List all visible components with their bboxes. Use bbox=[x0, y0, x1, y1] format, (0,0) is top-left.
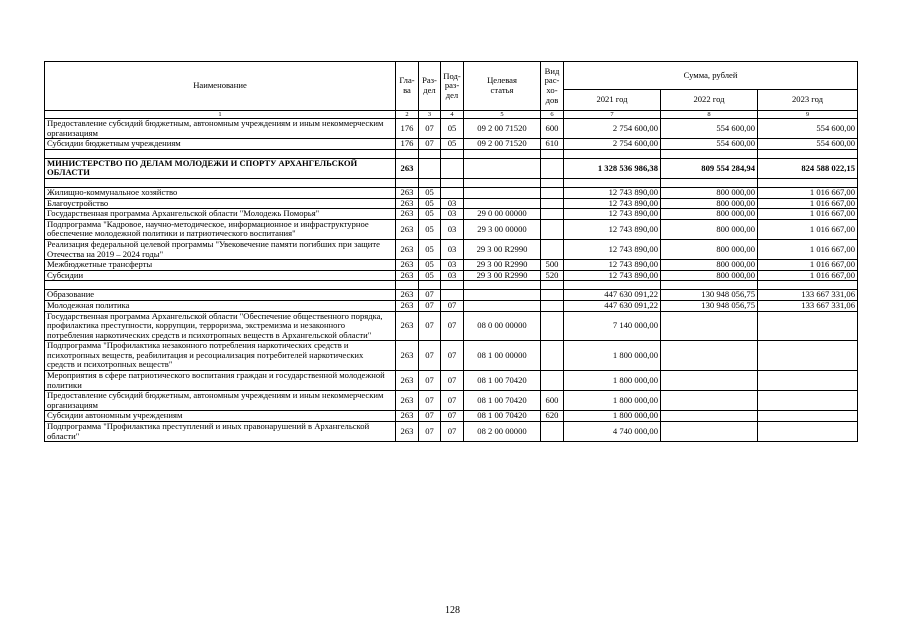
table-row bbox=[45, 391, 858, 411]
row-vid bbox=[541, 311, 564, 341]
row-target: 08 1 00 00000 bbox=[464, 341, 541, 371]
blank-cell bbox=[396, 178, 419, 187]
page-number: 128 bbox=[445, 605, 460, 616]
row-podrazdel: 03 bbox=[441, 209, 464, 220]
row-razdel: 07 bbox=[419, 371, 441, 391]
table-row bbox=[45, 260, 858, 271]
row-name: Субсидии bbox=[45, 270, 396, 281]
blank-cell bbox=[541, 178, 564, 187]
blank-cell bbox=[464, 281, 541, 290]
blank-cell bbox=[45, 149, 396, 158]
blank-cell bbox=[419, 149, 441, 158]
column-number: 9 bbox=[758, 111, 858, 119]
row-glava: 263 bbox=[396, 422, 419, 442]
row-podrazdel: 03 bbox=[441, 239, 464, 259]
header-glava: Гла- ва bbox=[396, 62, 419, 111]
row-glava: 176 bbox=[396, 139, 419, 150]
row-sum-2023: 1 016 667,00 bbox=[758, 260, 858, 271]
row-podrazdel: 05 bbox=[441, 119, 464, 139]
row-sum-2021: 447 630 091,22 bbox=[564, 290, 661, 301]
table-row bbox=[45, 239, 858, 259]
row-glava: 263 bbox=[396, 187, 419, 198]
row-name: Подпрограмма "Кадровое, научно-методическое, информационное и инфраструктурное обеспечение молодежной политики и патриотического воспитания" bbox=[45, 219, 396, 239]
row-target: 08 1 00 70420 bbox=[464, 371, 541, 391]
row-vid bbox=[541, 187, 564, 198]
header-2023: 2023 год bbox=[758, 90, 858, 111]
row-podrazdel: 07 bbox=[441, 391, 464, 411]
row-glava: 263 bbox=[396, 300, 419, 311]
row-glava: 176 bbox=[396, 119, 419, 139]
row-sum-2023: 824 588 022,15 bbox=[758, 158, 858, 178]
row-podrazdel: 07 bbox=[441, 311, 464, 341]
column-number: 4 bbox=[441, 111, 464, 119]
row-sum-2022 bbox=[661, 341, 758, 371]
row-podrazdel: 07 bbox=[441, 411, 464, 422]
row-target: 29 3 00 R2990 bbox=[464, 239, 541, 259]
row-sum-2022: 800 000,00 bbox=[661, 187, 758, 198]
row-razdel: 07 bbox=[419, 300, 441, 311]
row-target: 08 1 00 70420 bbox=[464, 411, 541, 422]
row-sum-2023 bbox=[758, 311, 858, 341]
row-sum-2023: 554 600,00 bbox=[758, 119, 858, 139]
row-podrazdel bbox=[441, 158, 464, 178]
header-2022: 2022 год bbox=[661, 90, 758, 111]
row-podrazdel: 03 bbox=[441, 260, 464, 271]
row-name: Благоустройство bbox=[45, 198, 396, 209]
row-razdel: 07 bbox=[419, 311, 441, 341]
row-vid: 600 bbox=[541, 119, 564, 139]
row-razdel: 07 bbox=[419, 422, 441, 442]
row-sum-2021: 1 800 000,00 bbox=[564, 391, 661, 411]
blank-cell bbox=[661, 178, 758, 187]
table-row bbox=[45, 311, 858, 341]
row-target: 08 2 00 00000 bbox=[464, 422, 541, 442]
table-body bbox=[45, 111, 858, 442]
row-name: Подпрограмма "Профилактика незаконного потребления наркотических средств и психотропных веществ, реабилитация и ресоциализация потребителей наркотических средств и психотропных веществ" bbox=[45, 341, 396, 371]
row-sum-2022: 809 554 284,94 bbox=[661, 158, 758, 178]
row-sum-2023: 133 667 331,06 bbox=[758, 290, 858, 301]
table-row bbox=[45, 139, 858, 150]
row-glava: 263 bbox=[396, 411, 419, 422]
header-target: Целевая статья bbox=[464, 62, 541, 111]
row-glava: 263 bbox=[396, 219, 419, 239]
column-number: 1 bbox=[45, 111, 396, 119]
row-glava: 263 bbox=[396, 260, 419, 271]
blank-cell bbox=[464, 178, 541, 187]
row-vid bbox=[541, 209, 564, 220]
blank-cell bbox=[419, 178, 441, 187]
row-vid: 520 bbox=[541, 270, 564, 281]
row-vid bbox=[541, 219, 564, 239]
row-sum-2021: 12 743 890,00 bbox=[564, 260, 661, 271]
header-name: Наименование bbox=[45, 62, 396, 111]
row-sum-2022: 800 000,00 bbox=[661, 209, 758, 220]
blank-cell bbox=[758, 281, 858, 290]
row-razdel: 05 bbox=[419, 187, 441, 198]
row-vid: 610 bbox=[541, 139, 564, 150]
row-name: Мероприятия в сфере патриотического воспитания граждан и государственной молодежной политики bbox=[45, 371, 396, 391]
row-sum-2023: 554 600,00 bbox=[758, 139, 858, 150]
row-vid: 500 bbox=[541, 260, 564, 271]
row-sum-2021: 12 743 890,00 bbox=[564, 198, 661, 209]
row-sum-2021: 4 740 000,00 bbox=[564, 422, 661, 442]
row-name: Подпрограмма "Профилактика преступлений и иных правонарушений в Архангельской области" bbox=[45, 422, 396, 442]
row-vid bbox=[541, 422, 564, 442]
row-glava: 263 bbox=[396, 158, 419, 178]
row-sum-2022 bbox=[661, 391, 758, 411]
row-podrazdel bbox=[441, 290, 464, 301]
table-row bbox=[45, 341, 858, 371]
row-podrazdel: 07 bbox=[441, 341, 464, 371]
row-target: 29 3 00 R2990 bbox=[464, 270, 541, 281]
row-name: Субсидии автономным учреждениям bbox=[45, 411, 396, 422]
row-sum-2023 bbox=[758, 371, 858, 391]
row-vid bbox=[541, 290, 564, 301]
row-target: 09 2 00 71520 bbox=[464, 119, 541, 139]
table-row bbox=[45, 290, 858, 301]
row-name: Реализация федеральной целевой программы "Увековечение памяти погибших при защите Отечества на 2019 – 2024 годы" bbox=[45, 239, 396, 259]
row-razdel: 07 bbox=[419, 290, 441, 301]
row-podrazdel: 07 bbox=[441, 300, 464, 311]
row-target bbox=[464, 300, 541, 311]
row-target bbox=[464, 198, 541, 209]
row-sum-2021: 2 754 600,00 bbox=[564, 119, 661, 139]
row-vid bbox=[541, 239, 564, 259]
row-podrazdel: 07 bbox=[441, 371, 464, 391]
row-glava: 263 bbox=[396, 311, 419, 341]
blank-cell bbox=[45, 178, 396, 187]
row-sum-2021: 12 743 890,00 bbox=[564, 270, 661, 281]
row-sum-2023 bbox=[758, 391, 858, 411]
header-2021: 2021 год bbox=[564, 90, 661, 111]
row-vid: 600 bbox=[541, 391, 564, 411]
row-name: Государственная программа Архангельской области "Молодежь Поморья" bbox=[45, 209, 396, 220]
row-glava: 263 bbox=[396, 341, 419, 371]
row-name: Предоставление субсидий бюджетным, автономным учреждениям и иным некоммерческим организациям bbox=[45, 391, 396, 411]
row-vid: 620 bbox=[541, 411, 564, 422]
row-podrazdel: 05 bbox=[441, 139, 464, 150]
row-sum-2022: 130 948 056,75 bbox=[661, 300, 758, 311]
blank-cell bbox=[419, 281, 441, 290]
row-name: Образование bbox=[45, 290, 396, 301]
blank-cell bbox=[758, 149, 858, 158]
row-glava: 263 bbox=[396, 270, 419, 281]
row-razdel: 05 bbox=[419, 239, 441, 259]
table-row bbox=[45, 270, 858, 281]
row-sum-2021: 1 328 536 986,38 bbox=[564, 158, 661, 178]
row-sum-2023: 1 016 667,00 bbox=[758, 219, 858, 239]
column-number: 5 bbox=[464, 111, 541, 119]
row-sum-2022 bbox=[661, 422, 758, 442]
header-podrazdel: Под- раз- дел bbox=[441, 62, 464, 111]
blank-cell bbox=[541, 149, 564, 158]
blank-cell bbox=[396, 149, 419, 158]
row-vid bbox=[541, 300, 564, 311]
table-row bbox=[45, 219, 858, 239]
row-sum-2023: 1 016 667,00 bbox=[758, 198, 858, 209]
row-sum-2022 bbox=[661, 311, 758, 341]
row-name: Субсидии бюджетным учреждениям bbox=[45, 139, 396, 150]
row-target: 29 0 00 00000 bbox=[464, 209, 541, 220]
row-target: 08 0 00 00000 bbox=[464, 311, 541, 341]
row-target bbox=[464, 158, 541, 178]
row-target bbox=[464, 290, 541, 301]
header-razdel: Раз- дел bbox=[419, 62, 441, 111]
row-sum-2023: 1 016 667,00 bbox=[758, 187, 858, 198]
row-podrazdel: 03 bbox=[441, 219, 464, 239]
row-name: Межбюджетные трансферты bbox=[45, 260, 396, 271]
table-row bbox=[45, 187, 858, 198]
row-sum-2021: 447 630 091,22 bbox=[564, 300, 661, 311]
blank-cell bbox=[564, 178, 661, 187]
row-target: 08 1 00 70420 bbox=[464, 391, 541, 411]
row-sum-2021: 12 743 890,00 bbox=[564, 209, 661, 220]
row-razdel: 07 bbox=[419, 391, 441, 411]
row-glava: 263 bbox=[396, 239, 419, 259]
row-sum-2023 bbox=[758, 341, 858, 371]
row-sum-2022: 130 948 056,75 bbox=[661, 290, 758, 301]
row-razdel: 07 bbox=[419, 341, 441, 371]
table-row bbox=[45, 300, 858, 311]
blank-cell bbox=[464, 149, 541, 158]
column-number-row bbox=[45, 111, 858, 119]
row-vid bbox=[541, 198, 564, 209]
blank-cell bbox=[564, 149, 661, 158]
table-row bbox=[45, 422, 858, 442]
table-row bbox=[45, 411, 858, 422]
blank-cell bbox=[541, 281, 564, 290]
row-glava: 263 bbox=[396, 209, 419, 220]
row-razdel: 05 bbox=[419, 209, 441, 220]
row-sum-2021: 12 743 890,00 bbox=[564, 219, 661, 239]
row-podrazdel: 03 bbox=[441, 270, 464, 281]
row-name: МИНИСТЕРСТВО ПО ДЕЛАМ МОЛОДЕЖИ И СПОРТУ АРХАНГЕЛЬСКОЙ ОБЛАСТИ bbox=[45, 158, 396, 178]
blank-cell bbox=[441, 178, 464, 187]
row-razdel: 05 bbox=[419, 270, 441, 281]
row-sum-2023: 1 016 667,00 bbox=[758, 209, 858, 220]
row-glava: 263 bbox=[396, 391, 419, 411]
row-vid bbox=[541, 158, 564, 178]
row-sum-2021: 1 800 000,00 bbox=[564, 371, 661, 391]
blank-cell bbox=[441, 149, 464, 158]
table-row bbox=[45, 119, 858, 139]
table-row bbox=[45, 371, 858, 391]
row-razdel bbox=[419, 158, 441, 178]
blank-cell bbox=[396, 281, 419, 290]
row-sum-2021: 1 800 000,00 bbox=[564, 341, 661, 371]
row-vid bbox=[541, 371, 564, 391]
row-podrazdel: 03 bbox=[441, 198, 464, 209]
row-name: Государственная программа Архангельской области "Обеспечение общественного порядка, профилактика преступности, коррупции, терроризма, экстремизма и незаконного потребления наркотических средств и психотропных веществ в Архангельской области" bbox=[45, 311, 396, 341]
row-sum-2022 bbox=[661, 411, 758, 422]
row-target: 29 3 00 00000 bbox=[464, 219, 541, 239]
blank-cell bbox=[564, 281, 661, 290]
row-sum-2022: 800 000,00 bbox=[661, 260, 758, 271]
row-razdel: 07 bbox=[419, 119, 441, 139]
row-razdel: 07 bbox=[419, 139, 441, 150]
row-sum-2022: 800 000,00 bbox=[661, 198, 758, 209]
row-glava: 263 bbox=[396, 290, 419, 301]
table-row bbox=[45, 198, 858, 209]
row-razdel: 07 bbox=[419, 411, 441, 422]
row-sum-2022: 554 600,00 bbox=[661, 119, 758, 139]
header-sum: Сумма, рублей bbox=[564, 62, 858, 90]
row-sum-2021: 2 754 600,00 bbox=[564, 139, 661, 150]
row-sum-2023 bbox=[758, 422, 858, 442]
column-number: 8 bbox=[661, 111, 758, 119]
row-sum-2021: 7 140 000,00 bbox=[564, 311, 661, 341]
row-glava: 263 bbox=[396, 198, 419, 209]
row-sum-2023: 1 016 667,00 bbox=[758, 270, 858, 281]
column-number: 7 bbox=[564, 111, 661, 119]
header-vid: Вид рас- хо- дов bbox=[541, 62, 564, 111]
row-podrazdel: 07 bbox=[441, 422, 464, 442]
row-sum-2022: 554 600,00 bbox=[661, 139, 758, 150]
blank-cell bbox=[661, 149, 758, 158]
blank-row bbox=[45, 178, 858, 187]
row-sum-2022: 800 000,00 bbox=[661, 219, 758, 239]
column-number: 3 bbox=[419, 111, 441, 119]
blank-row bbox=[45, 149, 858, 158]
row-sum-2022 bbox=[661, 371, 758, 391]
row-sum-2021: 12 743 890,00 bbox=[564, 187, 661, 198]
blank-row bbox=[45, 281, 858, 290]
row-sum-2023 bbox=[758, 411, 858, 422]
row-name: Предоставление субсидий бюджетным, автономным учреждениям и иным некоммерческим организациям bbox=[45, 119, 396, 139]
row-sum-2023: 1 016 667,00 bbox=[758, 239, 858, 259]
row-name: Молодежная политика bbox=[45, 300, 396, 311]
blank-cell bbox=[441, 281, 464, 290]
table-row bbox=[45, 158, 858, 178]
row-target: 09 2 00 71520 bbox=[464, 139, 541, 150]
column-number: 2 bbox=[396, 111, 419, 119]
row-podrazdel bbox=[441, 187, 464, 198]
row-vid bbox=[541, 341, 564, 371]
row-target: 29 3 00 R2990 bbox=[464, 260, 541, 271]
row-razdel: 05 bbox=[419, 260, 441, 271]
row-sum-2022: 800 000,00 bbox=[661, 239, 758, 259]
row-sum-2021: 12 743 890,00 bbox=[564, 239, 661, 259]
blank-cell bbox=[45, 281, 396, 290]
blank-cell bbox=[758, 178, 858, 187]
row-razdel: 05 bbox=[419, 219, 441, 239]
budget-table bbox=[44, 61, 858, 442]
row-sum-2022: 800 000,00 bbox=[661, 270, 758, 281]
row-sum-2021: 1 800 000,00 bbox=[564, 411, 661, 422]
table-row bbox=[45, 209, 858, 220]
row-sum-2023: 133 667 331,06 bbox=[758, 300, 858, 311]
blank-cell bbox=[661, 281, 758, 290]
column-number: 6 bbox=[541, 111, 564, 119]
row-target bbox=[464, 187, 541, 198]
row-name: Жилищно-коммунальное хозяйство bbox=[45, 187, 396, 198]
row-glava: 263 bbox=[396, 371, 419, 391]
row-razdel: 05 bbox=[419, 198, 441, 209]
